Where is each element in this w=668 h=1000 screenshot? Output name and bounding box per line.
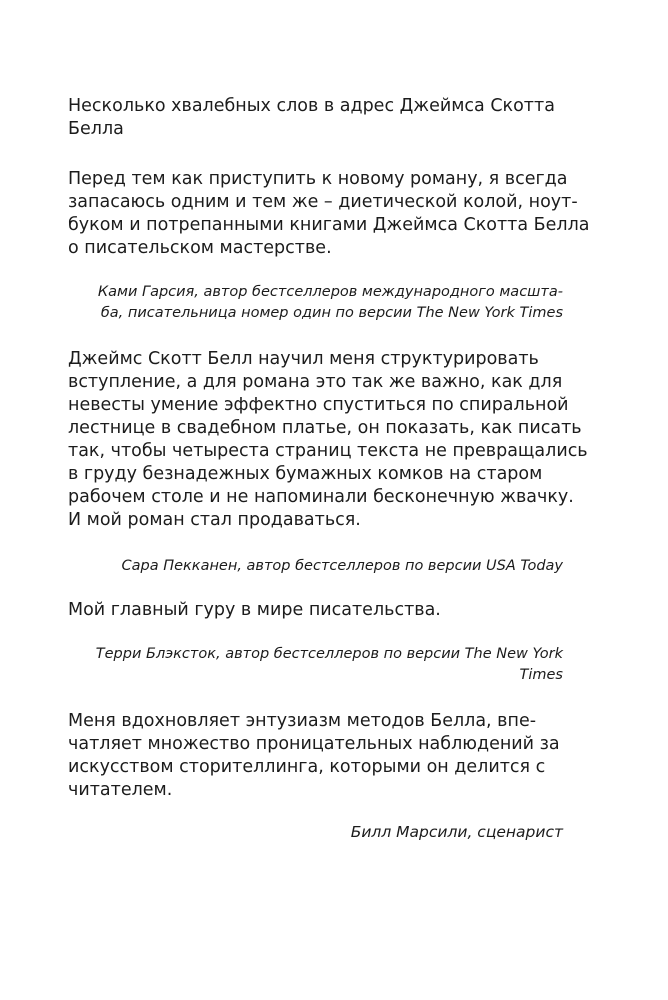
text-line: Меня вдохновляет энтузиазм методов Белла, впе- [68, 711, 537, 731]
blurb-attribution [68, 644, 563, 686]
text-line: Мой главный гуру в мире писательства. [68, 600, 441, 620]
text-line: Перед тем как приступить к новому роману, я всегда [68, 169, 568, 189]
text-line: искусством сторителлинга, которыми он делится с [68, 757, 546, 777]
text-line: вступление, а для романа это так же важно, как для [68, 372, 563, 392]
blurb-text [68, 710, 563, 802]
text-line: читателем. [68, 780, 173, 800]
text-line: Джеймс Скотт Белл научил меня структурировать [68, 349, 539, 369]
blurb-text [68, 599, 563, 622]
attribution-line: Билл Марсили, сценарист [350, 823, 563, 841]
attribution-line: Ками Гарсия, автор бестселлеров международного масшта- [97, 284, 563, 300]
blurb-text [68, 168, 590, 260]
attribution-line: Терри Блэксток, автор бестселлеров по версии The New York [95, 646, 563, 662]
blurb-attribution [68, 282, 563, 324]
attribution-line: ба, писательница номер один по версии The New York Times [100, 305, 563, 321]
title-line: Несколько хвалебных слов в адрес Джеймса Скотта [68, 96, 555, 116]
attribution-line: Times [519, 667, 563, 683]
blurb-attribution [68, 556, 563, 577]
text-line: лестнице в свадебном платье, он показать, как писать [68, 418, 582, 438]
blurb-text [68, 348, 588, 532]
text-line: рабочем столе и не напоминали бесконечную жвачку. [68, 487, 574, 507]
title-line: Белла [68, 119, 124, 139]
blurb-attribution [68, 822, 563, 843]
text-line: в груду безнадежных бумажных комков на старом [68, 464, 543, 484]
text-line: так, чтобы четыреста страниц текста не превращались [68, 441, 588, 461]
page-content [68, 95, 590, 843]
text-line: о писательском мастерстве. [68, 238, 332, 258]
text-line: буком и потрепанными книгами Джеймса Скотта Белла [68, 215, 590, 235]
page-title [68, 95, 563, 141]
text-line: запасаюсь одним и тем же – диетической колой, ноут- [68, 192, 578, 212]
text-line: невесты умение эффектно спуститься по спиральной [68, 395, 569, 415]
attribution-line: Сара Пекканен, автор бестселлеров по версии USA Today [121, 558, 563, 574]
text-line: чатляет множество проницательных наблюдений за [68, 734, 560, 754]
text-line: И мой роман стал продаваться. [68, 510, 361, 530]
